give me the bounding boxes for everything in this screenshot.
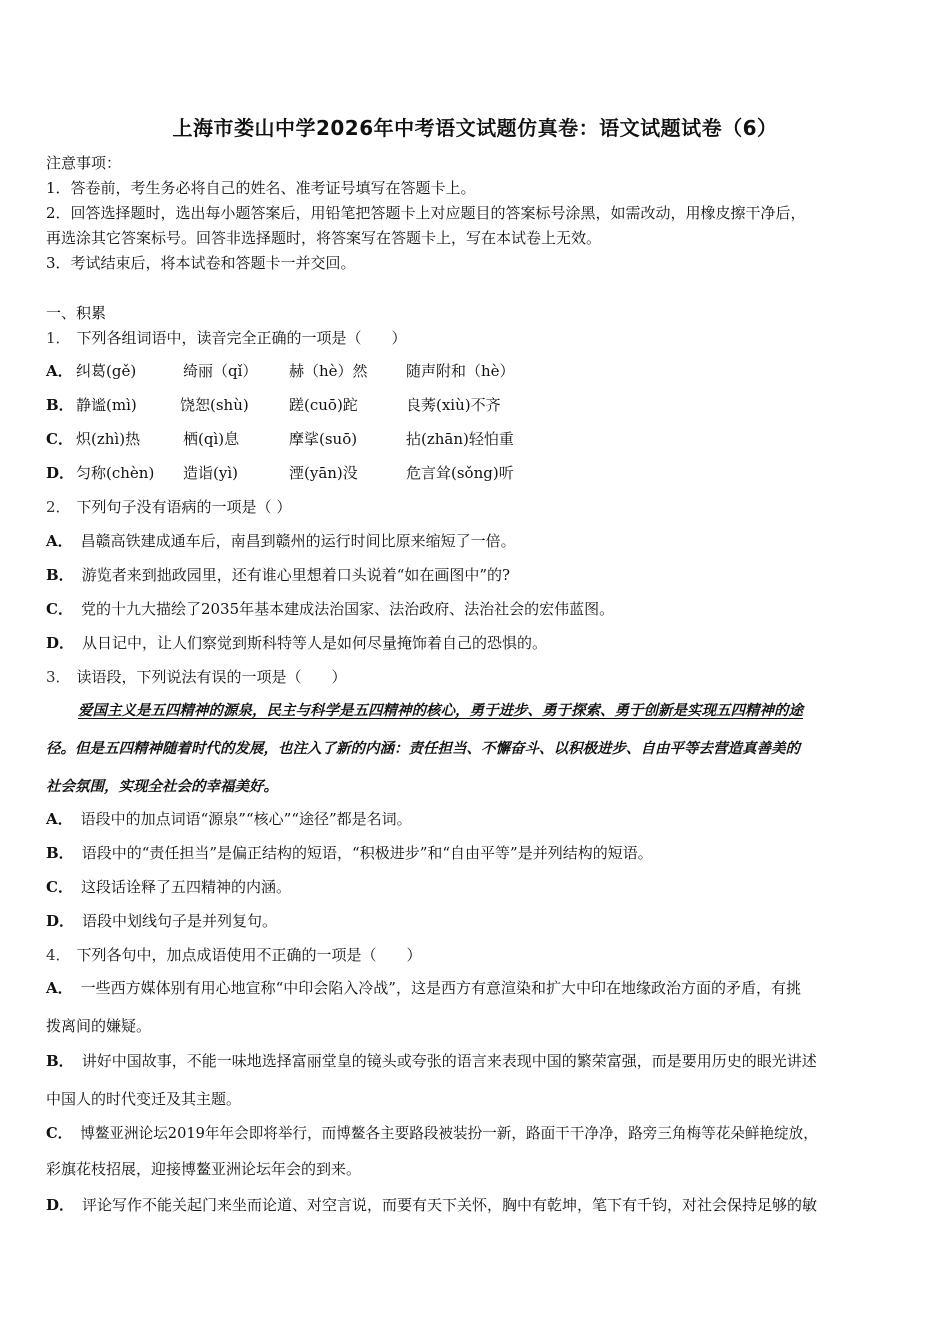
notice-item: 3．考试结束后，将本试卷和答题卡一并交回。 — [46, 254, 356, 272]
word-cell: 赫（hè）然 — [289, 362, 368, 380]
option-label: C． — [46, 878, 73, 896]
question-1 — [46, 327, 407, 348]
word-cell: 炽(zhì)热 — [76, 430, 141, 448]
passage-underlined-clause: 勇于进步、勇于探索、勇于创新是实现五四精神的途 — [469, 702, 803, 719]
option-label: D． — [46, 634, 75, 652]
option-text: 一些西方媒体别有用心地宣称“中印会陷入冷战”，这是西方有意渲染和扩大中印在地缘政治方面的矛盾，有挑 — [80, 979, 801, 997]
word-cell: 蹉(cuō)跎 — [289, 396, 358, 414]
option-label: A． — [46, 979, 73, 997]
word-cell: 湮(yān)没 — [289, 464, 358, 482]
question-4 — [46, 944, 422, 965]
q3-option-d — [46, 910, 277, 931]
q3-option-c — [46, 876, 291, 897]
question-stem: 读语段，下列说法有误的一项是（ ） — [76, 668, 347, 686]
option-text: 党的十九大描绘了2035年基本建成法治国家、法治政府、法治社会的宏伟蓝图。 — [80, 600, 615, 618]
word-cell: 匀称(chèn) — [76, 464, 155, 482]
q2-option-b — [46, 564, 510, 585]
option-label: C． — [46, 600, 73, 618]
notice-item: 再选涂其它答案标号。回答非选择题时，将答案写在答题卡上，写在本试卷上无效。 — [46, 229, 602, 247]
q4-option-a — [46, 977, 801, 998]
option-text: 讲好中国故事，不能一味地选择富丽堂皇的镜头或夸张的语言来表现中国的繁荣富强，而是要用历史的眼光讲述 — [81, 1052, 817, 1070]
passage-underlined-clause: 爱国主义是五四精神的源泉， — [78, 702, 267, 719]
passage-line: 社会氛围，实现全社会的幸福美好。 — [46, 778, 278, 795]
option-label: C． — [46, 430, 73, 448]
notice-item: 1．答卷前，考生务必将自己的姓名、准考证号填写在答题卡上。 — [46, 179, 476, 197]
option-label: A． — [46, 362, 73, 380]
option-label: D． — [46, 464, 75, 482]
q2-option-d — [46, 632, 547, 653]
option-text: 语段中划线句子是并列复句。 — [82, 912, 278, 930]
notice-heading: 注意事项： — [46, 154, 122, 172]
option-text-continued: 彩旗花枝招展，迎接博鳌亚洲论坛年会的到来。 — [46, 1160, 362, 1178]
q2-option-a — [46, 530, 516, 551]
question-number: 2． — [46, 498, 71, 516]
option-text: 游览者来到拙政园里，还有谁心里想着口头说着“如在画图中”的? — [81, 566, 511, 584]
option-text-continued: 拨离间的嫌疑。 — [46, 1017, 152, 1035]
q3-option-a — [46, 808, 412, 829]
option-label: B． — [46, 396, 74, 414]
passage-underlined-clause: 民主与科学是五四精神的核心， — [266, 702, 470, 719]
question-stem: 下列各句中，加点成语使用不正确的一项是（ ） — [76, 946, 422, 964]
word-cell: 随声附和（hè） — [406, 362, 515, 380]
question-stem: 下列各组词语中，读音完全正确的一项是（ ） — [76, 329, 407, 347]
passage-line: 径。但是五四精神随着时代的发展，也注入了新的内涵：责任担当、不懈奋斗、以积极进步、自由平等去营造真善美的 — [46, 740, 800, 757]
question-number: 3． — [46, 668, 71, 686]
word-cell: 静谧(mì) — [76, 396, 137, 414]
word-cell: 摩挲(suō) — [289, 430, 358, 448]
q4-option-c — [46, 1122, 818, 1143]
option-label: A． — [46, 532, 73, 550]
option-text: 从日记中，让人们察觉到斯科特等人是如何尽量掩饰着自己的恐惧的。 — [82, 634, 548, 652]
notice-item: 2．回答选择题时，选出每小题答案后，用铅笔把答题卡上对应题目的答案标号涂黑，如需改动，用橡皮擦干净后， — [46, 204, 806, 222]
word-cell: 栖(qì)息 — [183, 430, 240, 448]
q4-option-b — [46, 1050, 817, 1071]
word-cell: 造诣(yì) — [183, 464, 238, 482]
question-stem: 下列句子没有语病的一项是（ ） — [76, 498, 292, 516]
q4-option-d — [46, 1194, 817, 1215]
passage-line — [78, 699, 803, 720]
option-label: B． — [46, 566, 74, 584]
q2-option-c — [46, 598, 614, 619]
option-label: D． — [46, 912, 75, 930]
word-cell: 危言耸(sǒng)听 — [406, 464, 514, 482]
option-text: 博鳌亚洲论坛2019年年会即将举行，而博鳌各主要路段被装扮一新，路面干干净净，路旁三角梅等花朵鲜艳绽放， — [80, 1125, 818, 1142]
word-cell: 绮丽（qǐ） — [183, 362, 258, 380]
word-cell: 纠葛(gě) — [76, 362, 137, 380]
option-text: 语段中的加点词语“源泉”“核心”“途径”都是名词。 — [80, 810, 412, 828]
option-text-continued: 中国人的时代变迁及其主题。 — [46, 1090, 242, 1108]
option-text: 这段话诠释了五四精神的内涵。 — [80, 878, 291, 896]
question-number: 4． — [46, 946, 71, 964]
q3-option-b — [46, 842, 653, 863]
option-label: B． — [46, 1052, 74, 1070]
option-label: C． — [46, 1125, 73, 1142]
word-cell: 饶恕(shù) — [180, 396, 249, 414]
question-number: 1． — [46, 329, 71, 347]
option-label: A． — [46, 810, 73, 828]
option-label: B． — [46, 844, 74, 862]
option-text: 评论写作不能关起门来坐而论道、对空言说，而要有天下关怀，胸中有乾坤，笔下有千钧，对社会保持足够的敏 — [82, 1196, 818, 1214]
question-3 — [46, 666, 347, 687]
option-text: 昌赣高铁建成通车后，南昌到赣州的运行时间比原来缩短了一倍。 — [80, 532, 516, 550]
option-text: 语段中的“责任担当”是偏正结构的短语，“积极进步”和“自由平等”是并列结构的短语。 — [81, 844, 653, 862]
option-label: D． — [46, 1196, 75, 1214]
word-cell: 拈(zhān)轻怕重 — [406, 430, 514, 448]
page-title: 上海市娄山中学2026年中考语文试题仿真卷：语文试题试卷（6） — [172, 116, 778, 140]
word-cell: 良莠(xiù)不齐 — [406, 396, 501, 414]
question-2 — [46, 496, 291, 517]
section-heading: 一、积累 — [46, 304, 107, 322]
